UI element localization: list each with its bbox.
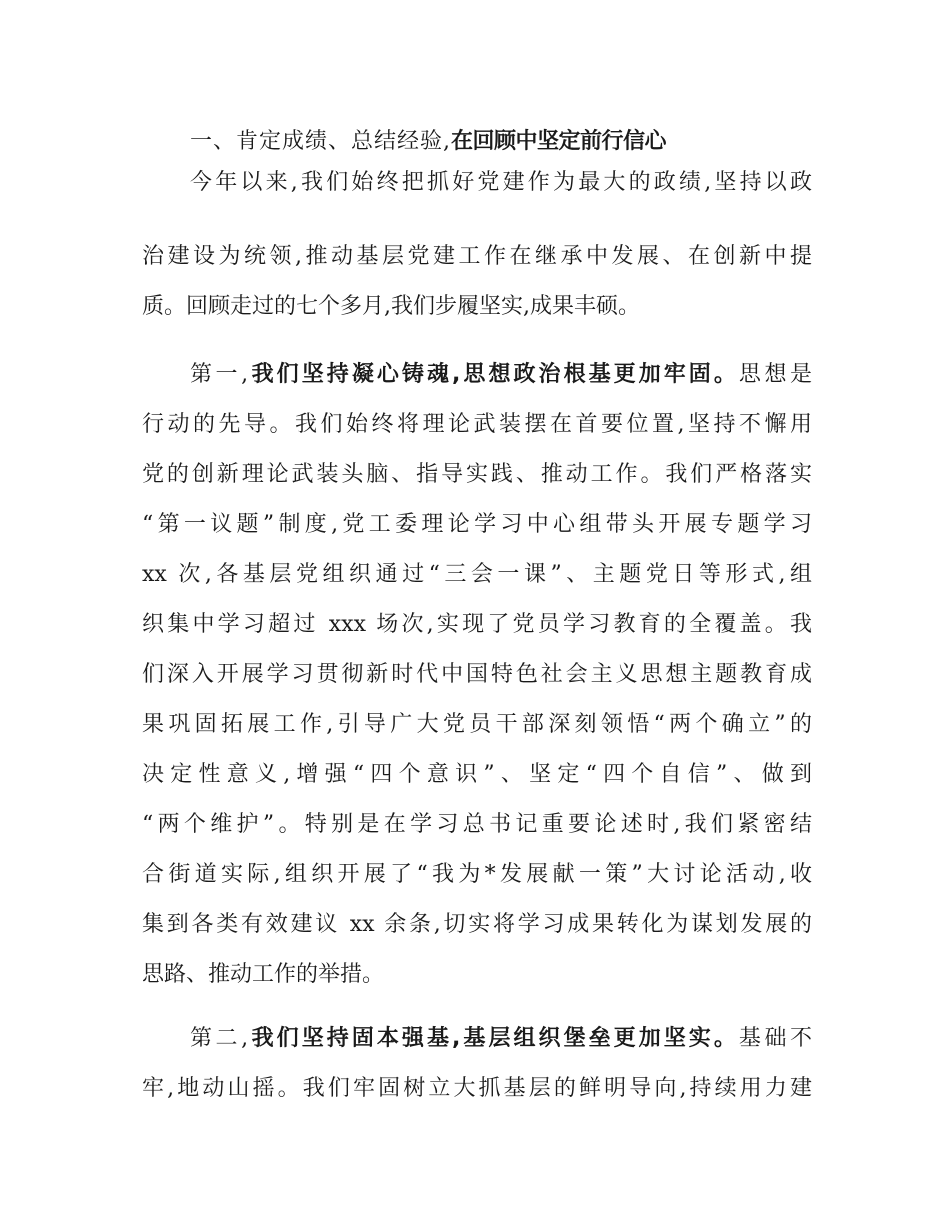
- section1-line: 集到各类有效建议 xx 余条,切实将学习成果转化为谋划发展的: [142, 912, 812, 937]
- section1-line: 决定性意义,增强“四个意识”、坚定“四个自信”、做到: [142, 762, 812, 787]
- section1-first-line-tail: 思想是: [738, 362, 812, 387]
- section2-title: 我们坚持固本强基,基层组织堡垒更加坚实。: [248, 1026, 739, 1051]
- section1-line: 果巩固拓展工作,引导广大党员干部深刻领悟“两个确立”的: [142, 712, 812, 737]
- section1-line: “第一议题”制度,党工委理论学习中心组带头开展专题学习: [142, 512, 812, 537]
- heading-prefix: 一、肯定成绩、总结经验,: [190, 129, 451, 154]
- section1-line: “两个维护”。特别是在学习总书记重要论述时,我们紧密结: [142, 812, 812, 837]
- section1-line: 织集中学习超过 xxx 场次,实现了党员学习教育的全覆盖。我: [142, 612, 812, 637]
- intro-line: 质。回顾走过的七个多月,我们步履坚实,成果丰硕。: [142, 294, 640, 319]
- section2-first-line: [190, 1021, 812, 1057]
- section1-line: 思路、推动工作的举措。: [142, 962, 385, 987]
- document-page: [142, 0, 812, 1230]
- section2-first-line-tail: 基础不: [738, 1026, 812, 1051]
- section1-line: 党的创新理论武装头脑、指导实践、推动工作。我们严格落实: [142, 462, 812, 487]
- heading-title: 在回顾中坚定前行信心: [451, 129, 667, 154]
- section2-lead: 第二,: [190, 1026, 249, 1051]
- intro-line: 治建设为统领,推动基层党建工作在继承中发展、在创新中提: [142, 244, 812, 269]
- section1-line: 合街道实际,组织开展了“我为*发展献一策”大讨论活动,收: [142, 862, 812, 887]
- section1-line: 行动的先导。我们始终将理论武装摆在首要位置,坚持不懈用: [142, 412, 812, 437]
- section1-line: xx 次,各基层党组织通过“三会一课”、主题党日等形式,组: [142, 562, 812, 587]
- section1-line: 们深入开展学习贯彻新时代中国特色社会主义思想主题教育成: [142, 662, 812, 687]
- section-heading: [190, 124, 812, 160]
- section1-first-line: [190, 357, 812, 393]
- intro-line: 今年以来,我们始终把抓好党建作为最大的政绩,坚持以政: [190, 170, 812, 195]
- section1-lead: 第一,: [190, 362, 249, 387]
- section1-title: 我们坚持凝心铸魂,思想政治根基更加牢固。: [248, 362, 739, 387]
- section2-line: 牢,地动山摇。我们牢固树立大抓基层的鲜明导向,持续用力建: [142, 1076, 812, 1101]
